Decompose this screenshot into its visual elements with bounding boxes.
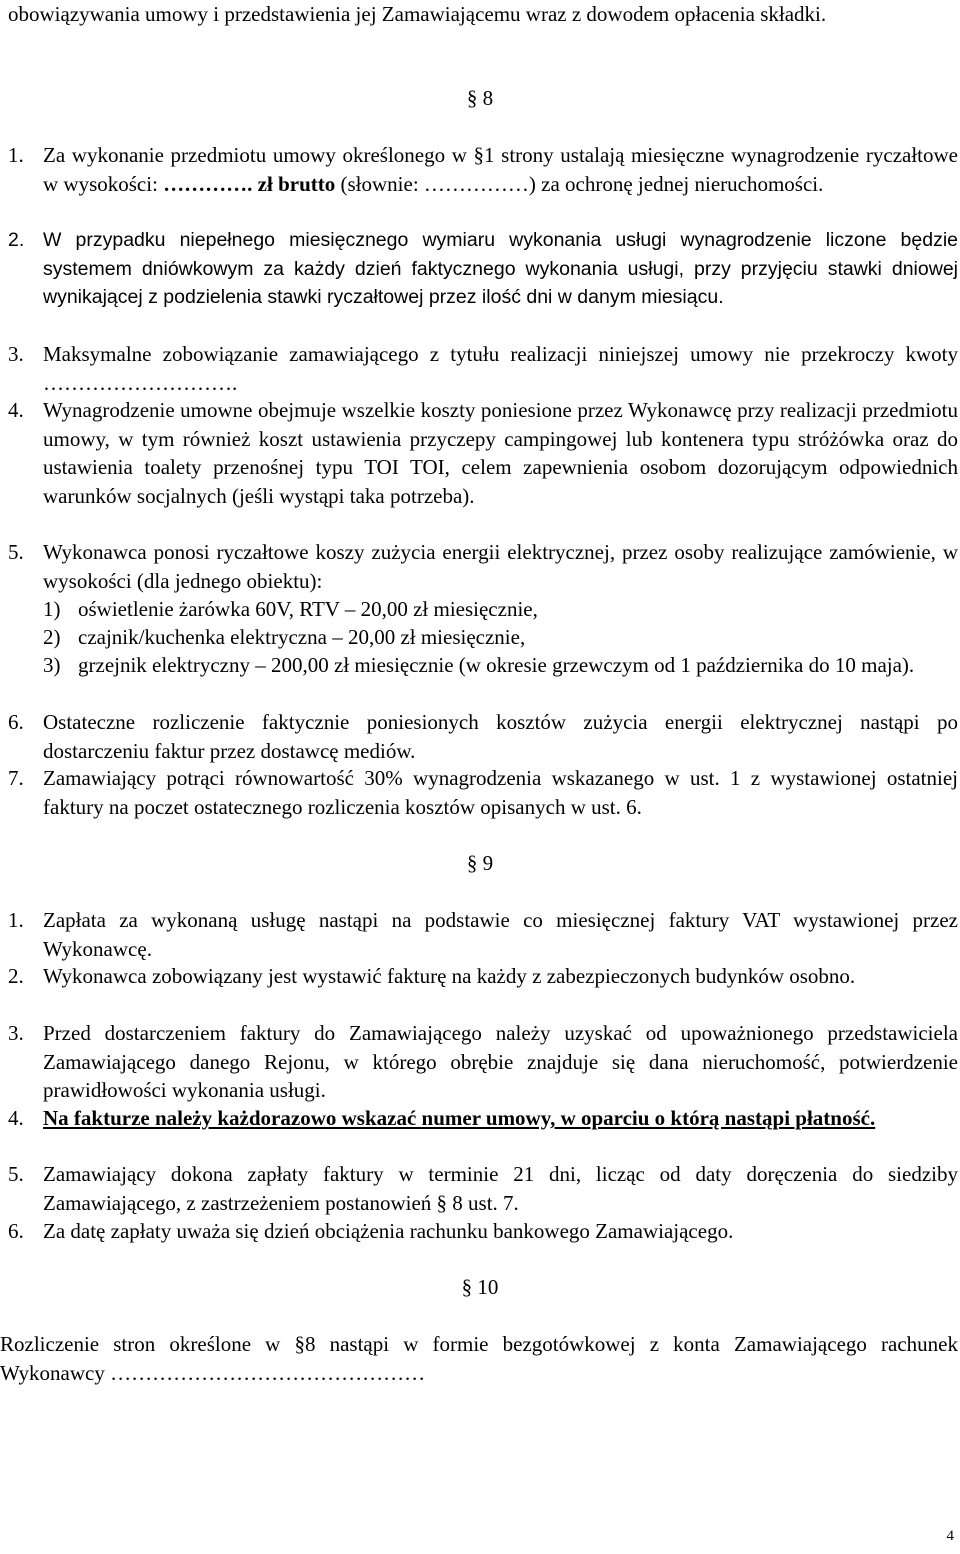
s8-item-7: 7. Zamawiający potrąci równowartość 30% wynagrodzenia wskazanego w ust. 1 z wystawionej ostatniej faktury na poczet ostatecznego rozliczenia kosztów opisanych w ust. 6. — [8, 766, 958, 819]
s8-item-5-sub-3: 3) grzejnik elektryczny – 200,00 zł miesięcznie (w okresie grzewczym od 1 października do 10 maja). — [43, 653, 915, 677]
s8-item-3: 3. Maksymalne zobowiązanie zamawiającego z tytułu realizacji niniejszej umowy nie przekroczy kwoty ………………………. — [8, 342, 958, 395]
s8-item-5: 5. Wykonawca ponosi ryczałtowe koszy zużycia energii elektrycznej, przez osoby realizujące zamówienie, w wysokości (dla jednego obiektu): — [8, 540, 958, 593]
section-heading-10: § 10 — [461, 1275, 499, 1299]
s9-item-6: 6. Za datę zapłaty uważa się dzień obciążenia rachunku bankowego Zamawiającego. — [8, 1219, 734, 1243]
s9-item-1: 1. Zapłata za wykonaną usługę nastąpi na podstawie co miesięcznej faktury VAT wystawionej przez Wykonawcę. — [8, 908, 958, 961]
s8-item-6: 6. Ostateczne rozliczenie faktycznie poniesionych kosztów zużycia energii elektrycznej nastąpi po dostarczeniu faktur przez dostawcę mediów. — [8, 710, 958, 763]
s10-paragraph: Rozliczenie stron określone w §8 nastąpi w formie bezgotówkowej z konta Zamawiającego rachunek Wykonawcy ……………………………………… — [0, 1332, 958, 1385]
continuation-paragraph: obowiązywania umowy i przedstawienia jej Zamawiającemu wraz z dowodem opłacenia składki. — [8, 2, 827, 26]
s9-item-3: 3. Przed dostarczeniem faktury do Zamawiającego należy uzyskać od upoważnionego przedstawiciela Zamawiającego danego Rejonu, w którego obrębie znajduje się dana nieruchomość, potwierdzenie prawidłowości wykonania usługi. — [8, 1021, 958, 1102]
section-heading-8: § 8 — [466, 86, 494, 110]
s8-item-5-sub-2: 2) czajnik/kuchenka elektryczna – 20,00 zł miesięcznie, — [43, 625, 526, 649]
s8-item-4: 4. Wynagrodzenie umowne obejmuje wszelkie koszty poniesione przez Wykonawcę przy realizacji przedmiotu umowy, w tym również koszt ustawienia przyczepy campingowej lub kontenera typu stróżówka oraz do ustawienia toalety przenośnej typu TOI TOI, celem zapewnienia osobom dozorującym odpowiednich warunków socjalnych (jeśli wystąpi taka potrzeba). — [8, 398, 958, 508]
section-heading-9: § 9 — [466, 851, 494, 875]
page-number: 4 — [946, 1528, 954, 1544]
s8-item-5-sub-1: 1) oświetlenie żarówka 60V, RTV – 20,00 zł miesięcznie, — [43, 597, 538, 621]
s8-item-1: 1. Za wykonanie przedmiotu umowy określonego w §1 strony ustalają miesięczne wynagrodzenie ryczałtowe w wysokości: …………. zł brutto (słownie: ……………) za ochronę jednej nieruchomości. — [8, 143, 958, 196]
s9-item-5: 5. Zamawiający dokona zapłaty faktury w terminie 21 dni, licząc od daty doręczenia do siedziby Zamawiającego, z zastrzeżeniem postanowień § 8 ust. 7. — [8, 1162, 958, 1215]
s8-item-2: 2. W przypadku niepełnego miesięcznego wymiaru wykonania usługi wynagrodzenie liczone będzie systemem dniówkowym za każdy dzień faktycznego wykonania usługi, przy przyjęciu stawki dniowej wynikającej z podzielenia stawki ryczałtowej przez ilość dni w danym miesiącu. — [8, 229, 958, 308]
s9-item-2: 2. Wykonawca zobowiązany jest wystawić fakturę na każdy z zabezpieczonych budynków osobno. — [8, 964, 856, 988]
s9-item-4: 4. Na fakturze należy każdorazowo wskazać numer umowy, w oparciu o którą nastąpi płatność. — [8, 1106, 876, 1130]
